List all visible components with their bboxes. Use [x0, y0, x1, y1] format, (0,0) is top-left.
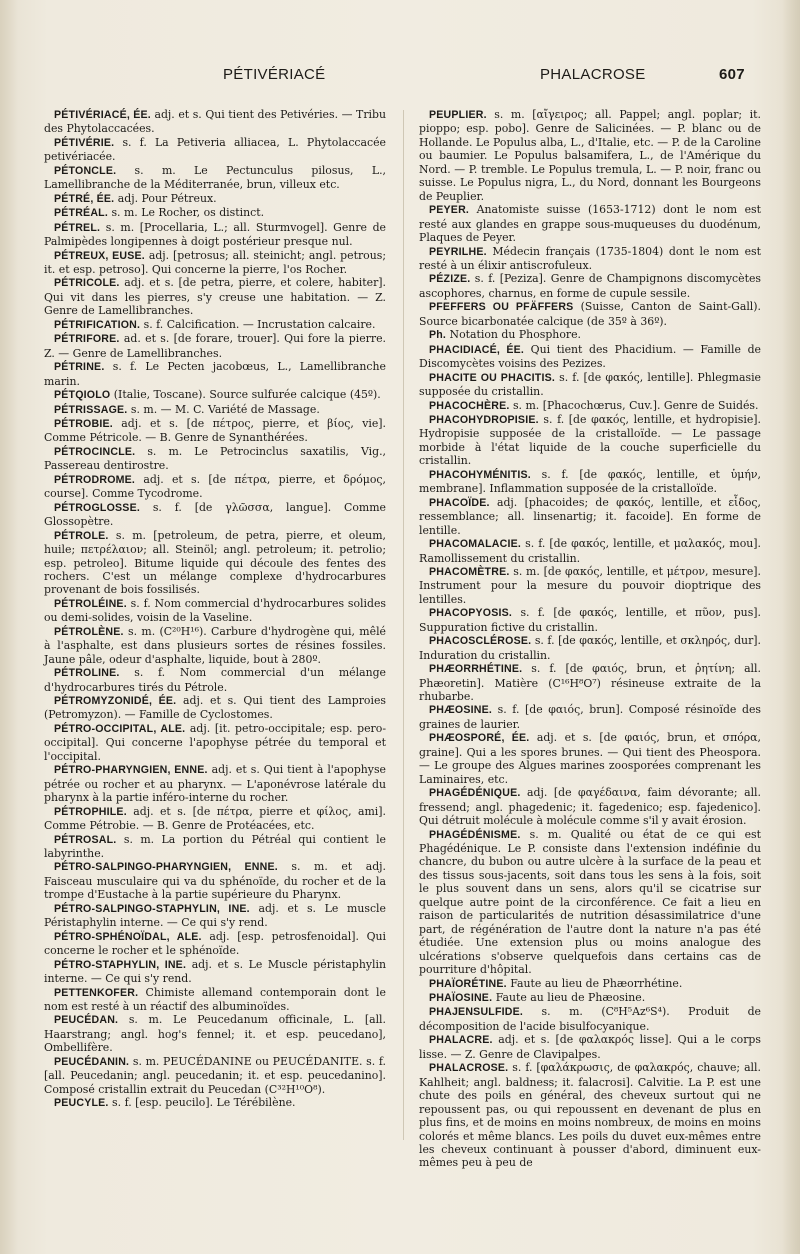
dictionary-entry — [44, 164, 386, 192]
entry-headword: PHALACROSE. — [429, 1062, 509, 1075]
entry-definition: adj. et s. [de πέτρα, pierre, et δρόμος, course]. Comme Tycodrome. — [44, 472, 386, 501]
entry-definition: adj. et s. [de petra, pierre, et colere, habiter]. Qui vit dans les pierres, s'y creuse une habitation. — Z. Genre de Lamellibranches. — [44, 276, 386, 318]
dictionary-entry — [419, 731, 761, 786]
entry-definition: Faute au lieu de Phæorrhétine. — [506, 976, 683, 990]
entry-headword: PHÆOSINE. — [429, 704, 493, 717]
entry-definition: adj. et s. Qui tient à l'apophyse pétrée ou rocher et au pharynx. — L'aponévrose latérale du pharynx à la partie inféro-interne du rocher. — [44, 763, 386, 805]
entry-headword: PEUCÉDANIN. — [54, 1055, 130, 1068]
entry-definition: adj. et s. Le muscle Péristaphylin interne. — Ce qui s'y rend. — [44, 901, 386, 930]
dictionary-entry — [419, 272, 761, 300]
dictionary-entry — [44, 388, 386, 402]
dictionary-entry — [44, 332, 386, 360]
entry-headword: PÉTONCLE. — [54, 164, 117, 177]
entry-definition: (Italie, Toscane). Source sulfurée calcique (45º). — [110, 388, 381, 402]
entry-headword: PÉTROLÈNE. — [54, 625, 124, 638]
entry-definition: s. m. [petroleum, de petra, pierre, et oleum, huile; πετρέλαιον; all. Steinöl; angl. petroleum; it. petrolio; esp. petroleo]. Bitume liquide qui découle des fentes des rochers. C'est un mélange complexe d'hydrocarbures provenant de bois fossilisés. — [44, 528, 386, 597]
dictionary-entry — [419, 662, 761, 703]
dictionary-entry — [419, 1061, 761, 1170]
page-number: 607 — [719, 66, 745, 83]
dictionary-entry — [419, 565, 761, 606]
dictionary-entry — [419, 828, 761, 977]
dictionary-entry — [44, 1096, 386, 1110]
dictionary-entry — [44, 403, 386, 417]
entry-headword: PÉZIZE. — [429, 273, 471, 286]
dictionary-entry — [44, 501, 386, 529]
entry-headword: PÉTRODROME. — [54, 473, 136, 486]
entry-definition: s. f. [esp. peucilo]. Le Térébilène. — [108, 1096, 296, 1110]
entry-headword: PÉTRINE. — [54, 361, 105, 374]
entry-headword: PHAGÉDÉNISME. — [429, 828, 521, 841]
entry-definition: Notation du Phosphore. — [446, 328, 581, 342]
entry-headword: PÉTRISSAGE. — [54, 403, 128, 416]
entry-definition: s. m. [de φακός, lentille, et μέτρον, mesure]. Instrument pour la mesure du pouvoir dioptrique des lentilles. — [419, 564, 761, 606]
entry-definition: s. m. PEUCÉDANINE ou PEUCÉDANITE. s. f. [all. Peucedanin; angl. peucedanin; it. et esp. peucedanino]. Composé cristallin extrait du Peucedan (C³²H¹⁰O⁸). — [44, 1054, 386, 1096]
dictionary-entry — [419, 371, 761, 399]
dictionary-entry — [419, 1005, 761, 1033]
entry-headword: PÉTROMYZONIDÉ, ÉE. — [54, 695, 177, 708]
dictionary-entry — [419, 468, 761, 496]
dictionary-entry — [44, 445, 386, 473]
entry-definition: adj. et s. [de φαλακρός lisse]. Qui a le corps lisse. — Z. Genre de Clavipalpes. — [419, 1033, 761, 1061]
entry-definition: s. f. Le Pecten jacobœus, L., Lamellibranche marin. — [44, 360, 386, 388]
entry-headword: PÉTROGLOSSE. — [54, 501, 140, 514]
entry-headword: PHACOCHÈRE. — [429, 399, 510, 412]
entry-headword: PHACOÏDE. — [429, 496, 490, 509]
entry-definition: adj. et s. Le Muscle péristaphylin interne. — Ce qui s'y rend. — [44, 957, 386, 986]
entry-definition: s. m. [Phacochœrus, Cuv.]. Genre de Suidés. — [509, 398, 759, 412]
dictionary-entry — [419, 606, 761, 634]
entry-headword: PÉTRIFICATION. — [54, 318, 141, 331]
dictionary-entry — [419, 343, 761, 371]
entry-definition: ad. et s. [de forare, trouer]. Qui fore la pierre. Z. — Genre de Lamellibranches. — [44, 332, 386, 360]
running-header — [0, 66, 800, 90]
entry-headword: PÉTRÉAL. — [54, 207, 108, 220]
entry-headword: PHACOMÈTRE. — [429, 565, 510, 578]
entry-definition: Médecin français (1735-1804) dont le nom est resté à un élixir antiscrofuleux. — [419, 244, 761, 272]
entry-definition: s. m. et adj. Faisceau musculaire qui va du sphénoïde, du rocher et de la trompe d'Eustache à la partie supérieure du Pharynx. — [44, 860, 387, 902]
dictionary-entry — [44, 1055, 386, 1096]
entry-definition: s. m. (C⁸H⁵Az⁶S⁴). Produit de décomposition de l'acide bisulfocyanique. — [419, 1005, 761, 1033]
entry-definition: adj. et s. [de πέτρα, pierre et φίλος, ami]. Comme Pétrobie. — B. Genre de Protéacées, etc. — [44, 804, 386, 833]
dictionary-entry — [44, 417, 386, 445]
entry-headword: PÉTRICOLE. — [54, 277, 120, 290]
entry-headword: PÉTRO-SALPINGO-PHARYNGIEN, ENNE. — [54, 861, 278, 874]
entry-definition: s. m. Le Petrocinclus saxatilis, Vig., Passereau dentirostre. — [44, 444, 386, 473]
entry-headword: PHACOPYOSIS. — [429, 607, 513, 620]
entry-definition: s. f. [Peziza]. Genre de Champignons discomycètes ascophores, charnus, en forme de cupule sessile. — [419, 272, 761, 300]
page-shadow-right — [782, 0, 800, 1254]
entry-headword: PHACITE OU PHACITIS. — [429, 371, 555, 384]
entry-headword: PÉTRO-SALPINGO-STAPHYLIN, INE. — [54, 902, 250, 915]
entry-definition: s. m. (C²⁰H¹⁶). Carbure d'hydrogène qui, mêlé à l'asphalte, est dans plusieurs sortes de résines fossiles. Jaune pâle, odeur d'asphalte, liquide, bout à 280º. — [44, 624, 386, 666]
dictionary-entry — [419, 991, 761, 1005]
entry-definition: s. f. [de φαιός, brun, et ῥητίνη; all. Phæoretin]. Matière (C¹⁶H⁸O⁷) résineuse extraite de la rhubarbe. — [419, 662, 761, 704]
dictionary-entry — [44, 763, 386, 804]
entry-definition: adj. [phacoides; de φακός, lentille, et εἶδος, ressemblance; all. linsenartig; it. facoide]. En forme de lentille. — [419, 495, 761, 537]
dictionary-entry — [44, 625, 386, 666]
header-left-title: PÉTIVÉRIACÉ — [223, 66, 326, 83]
entry-headword: PHACOHYDROPISIE. — [429, 413, 539, 426]
entry-headword: PÉTRIFORE. — [54, 333, 120, 346]
entry-definition: adj. [de φαγέδαινα, faim dévorante; all. fressend; angl. phagedenic; it. fagedenico; esp. fajedenico]. Qui détruit molécule à molécule comme s'il y avait érosion. — [419, 786, 761, 828]
dictionary-entry — [44, 902, 386, 930]
dictionary-entry — [419, 108, 761, 203]
dictionary-entry — [44, 722, 386, 763]
entry-headword: PEUCÉDAN. — [54, 1014, 119, 1027]
entry-definition: s. f. [de γλῶσσα, langue]. Comme Glossopètre. — [44, 500, 386, 529]
entry-headword: PEUCYLE. — [54, 1097, 109, 1110]
dictionary-entry — [44, 805, 386, 833]
entry-definition: adj. et s. Qui tient des Petivéries. — Tribu des Phytolaccacées. — [44, 108, 386, 136]
entry-definition: s. m. Le Rocher, os distinct. — [107, 206, 265, 220]
dictionary-entry — [44, 360, 386, 388]
entry-headword: PÉTRO-OCCIPITAL, ALE. — [54, 722, 186, 735]
entry-headword: PÉTRO-PHARYNGIEN, ENNE. — [54, 764, 208, 777]
entry-definition: s. m. Le Peucedanum officinale, L. [all. Haarstrang; angl. hog's fennel; it. et esp. peucedano], Ombellifère. — [44, 1013, 386, 1055]
dictionary-entry — [44, 529, 386, 597]
entry-headword: PFEFFERS OU PFÄFFERS — [429, 301, 574, 314]
entry-definition: s. f. [de φακός, lentille, et σκληρός, dur]. Induration du cristallin. — [419, 634, 761, 662]
entry-definition: s. f. [de φαιός, brun]. Composé résinoïde des graines de laurier. — [419, 703, 761, 731]
entry-definition: adj. et s. [de φαιός, brun, et σπόρα, graine]. Qui a les spores brunes. — Qui tient des Pheospora. — Le groupe des Algues marines zoosporées comprenant les Laminaires, etc. — [419, 731, 761, 786]
dictionary-entry — [44, 958, 386, 986]
entry-headword: PÉTROLINE. — [54, 667, 120, 680]
dictionary-entry — [419, 496, 761, 537]
entry-definition: adj. Pour Pétreux. — [114, 191, 217, 205]
dictionary-entry — [44, 930, 386, 958]
entry-definition: s. f. [de φακός, lentille]. Phlegmasie supposée du cristallin. — [419, 370, 761, 399]
dictionary-entry — [44, 860, 386, 901]
dictionary-entry — [44, 666, 386, 694]
right-column — [419, 108, 761, 1170]
entry-definition: s. f. [φαλάκρωσις, de φαλακρός, chauve; all. Kahlheit; angl. baldness; it. falacrosi]. Calvitie. La P. est une chute des poils en général, des cheveux surtout qui ne repoussent pas, ou qui repoussent en devenant de plus en plus fins, et de moins en moins nombreux, de moins en moins colorés et même blancs. Les poils du duvet eux-mêmes entre les cheveux continuant à pousser d'abord, diminuent eux-mêmes peu à peu de — [419, 1061, 761, 1170]
entry-definition: (Suisse, Canton de Saint-Gall). Source bicarbonatée calcique (de 35º à 36º). — [419, 300, 761, 328]
entry-definition: s. m. Le Pectunculus pilosus, L., Lamellibranche de la Méditerranée, brun, villeux etc. — [44, 163, 386, 192]
entry-headword: PÉTIVÉRIE. — [54, 136, 115, 149]
entry-headword: PHACOSCLÉROSE. — [429, 635, 532, 648]
entry-headword: PÉTQIOLO — [54, 389, 111, 402]
entry-definition: s. f. Nom commercial d'hydrocarbures solides ou demi-solides, voisin de la Vaseline. — [44, 596, 386, 625]
dictionary-entry — [44, 597, 386, 625]
entry-headword: PHALACRE. — [429, 1034, 493, 1047]
entry-headword: PHAÏORÉTINE. — [429, 977, 507, 990]
entry-definition: adj. et s. Qui tient des Lamproies (Petromyzon). — Famille de Cyclostomes. — [44, 694, 387, 722]
dictionary-entry — [419, 537, 761, 565]
entry-definition: s. m. Qualité ou état de ce qui est Phagédénique. Le P. consiste dans l'extension indéfinie du chancre, du bubon ou autre ulcère à la surface de la peau et des tissus sous-jacents, soit dans tous les sens à la fois, soit le plus souvent dans un sens, alors qu'il se cicatrise sur quelque autre point de la circonférence. Ce fait a lieu en raison de particularités de nutrition désassimilatrice d'une part, de régénération de l'autre dont la nature n'a pas été étudiée. Une extension plus ou moins analogue des ulcérations s'observe quelquefois dans certains cas de pourriture d'hôpital. — [419, 827, 761, 977]
dictionary-entry — [44, 694, 386, 722]
entry-headword: PÉTROPHILE. — [54, 805, 127, 818]
dictionary-entry — [419, 413, 761, 468]
dictionary-entry — [44, 1013, 386, 1054]
entry-headword: PÉTROLE. — [54, 529, 109, 542]
entry-definition: Anatomiste suisse (1653-1712) dont le nom est resté aux glandes en grappe sous-muqueuses du duodénum, Plaques de Peyer. — [419, 203, 761, 245]
dictionary-entry — [44, 276, 386, 317]
dictionary-entry — [419, 328, 761, 342]
entry-headword: PÉTROCINCLE. — [54, 445, 136, 458]
entry-definition: s. f. [de φακός, lentille, et hydropisie]. Hydropisie supposée de la cristalloïde. — Le passage morbide à l'état liquide de la couche superficielle du cristallin. — [419, 412, 761, 468]
dictionary-entry — [44, 136, 386, 164]
dictionary-entry — [44, 221, 386, 249]
entry-headword: PEUPLIER. — [429, 109, 487, 121]
entry-headword: PÉTREL. — [54, 221, 101, 234]
left-column — [44, 108, 386, 1111]
entry-definition: s. f. [de φακός, lentille, et μαλακός, mou]. Ramollissement du cristallin. — [419, 537, 761, 565]
page-shadow-left — [0, 0, 18, 1254]
entry-headword: PETTENKOFER. — [54, 986, 139, 999]
dictionary-entry — [44, 192, 386, 206]
entry-definition: Qui tient des Phacidium. — Famille de Discomycètes voisins des Pezizes. — [419, 342, 761, 371]
entry-headword: PÉTRO-SPHÉNOÏDAL, ALE. — [54, 930, 202, 943]
entry-definition: s. f. La Petiveria alliacea, L. Phytolaccacée petivériacée. — [44, 135, 386, 164]
entry-headword: PÉTROBIE. — [54, 417, 113, 430]
entry-definition: s. f. Nom commercial d'un mélange d'hydrocarbures tirés du Pétrole. — [44, 666, 386, 694]
entry-definition: adj. [it. petro-occipitale; esp. pero-occipital]. Qui concerne l'apophyse pétrée du temporal et l'occipital. — [44, 721, 386, 763]
dictionary-entry — [44, 206, 386, 220]
header-right-title: PHALACROSE — [540, 66, 646, 83]
entry-headword: PHÆORRHÉTINE. — [429, 663, 523, 676]
entry-definition: s. m. — M. C. Variété de Massage. — [127, 402, 320, 416]
dictionary-entry — [419, 203, 761, 244]
entry-definition: adj. et s. [de πέτρος, pierre, et βίος, vie]. Comme Pétricole. — B. Genre de Synanthérées. — [44, 416, 386, 445]
column-divider — [403, 110, 404, 1140]
entry-headword: PÉTROLÉINE. — [54, 597, 127, 610]
dictionary-entry — [419, 245, 761, 273]
entry-headword: PHAGÉDÉNIQUE. — [429, 787, 521, 800]
entry-definition: adj. [petrosus; all. steinicht; angl. petrous; it. et esp. petroso]. Qui concerne la pierre, l'os Rocher. — [44, 248, 386, 276]
entry-definition: adj. [esp. petrosfenoidal]. Qui concerne le rocher et le sphénoïde. — [44, 929, 387, 958]
dictionary-entry — [44, 986, 386, 1014]
dictionary-entry — [419, 300, 761, 328]
dictionary-entry — [44, 473, 386, 501]
entry-headword: PHAÏOSINE. — [429, 992, 493, 1004]
dictionary-entry — [419, 399, 761, 413]
entry-headword: PHACOHYMÉNITIS. — [429, 468, 531, 481]
entry-headword: PHÆOSPORÉ, ÉE. — [429, 732, 530, 745]
entry-headword: PHAJENSULFIDE. — [429, 1006, 524, 1019]
entry-definition: Faute au lieu de Phæosine. — [492, 991, 646, 1004]
dictionary-entry — [44, 108, 386, 136]
entry-definition: s. m. [αἴγειρος; all. Pappel; angl. poplar; it. pioppo; esp. pobo]. Genre de Salicinées. — P. blanc ou de Hollande. Le Populus alba, L., d'Italie, etc. — P. de la Caroline ou baumier. Le Populus balsamifera, L., de l'Amérique du Nord. — P. tremble. Le Populus tremula, L. — P. noir, franc ou suisse. Le Populus nigra, L., du Nord, donnant les Bourgeons de Peuplier. — [419, 108, 762, 203]
entry-definition: Chimiste allemand contemporain dont le nom est resté à un réactif des albuminoïdes. — [44, 985, 386, 1013]
entry-headword: PÉTROSAL. — [54, 833, 117, 846]
dictionary-entry — [419, 703, 761, 731]
entry-headword: PÉTRÉ, ÉE. — [54, 192, 115, 205]
entry-headword: PEYRILHE. — [429, 245, 487, 258]
entry-headword: PHACIDIACÉ, ÉE. — [429, 343, 525, 356]
dictionary-entry — [44, 833, 386, 861]
entry-headword: PÉTRO-STAPHYLIN, INE. — [54, 958, 187, 971]
entry-definition: s. m. La portion du Pétréal qui contient le labyrinthe. — [44, 832, 386, 861]
dictionary-entry — [44, 249, 386, 277]
entry-definition: s. f. [de φακός, lentille, et ὑμήν, membrane]. Inflammation supposée de la cristalloïde. — [419, 467, 761, 496]
entry-headword: PÉTIVÉRIACÉ, ÉE. — [54, 109, 151, 121]
dictionary-entry — [419, 786, 761, 827]
dictionary-entry — [419, 977, 761, 991]
dictionary-entry — [419, 634, 761, 662]
entry-headword: PÉTREUX, EUSE. — [54, 249, 145, 262]
dictionary-entry — [419, 1033, 761, 1061]
entry-headword: PHACOMALACIE. — [429, 538, 522, 551]
entry-headword: PEYER. — [429, 204, 470, 217]
dictionary-entry — [44, 318, 386, 332]
entry-definition: s. m. [Procellaria, L.; all. Sturmvogel]. Genre de Palmipèdes longipennes à doigt postérieur presque nul. — [44, 220, 386, 249]
entry-definition: s. f. Calcification. — Incrustation calcaire. — [140, 317, 376, 331]
entry-definition: s. f. [de φακός, lentille, et πῦον, pus]. Suppuration fictive du cristallin. — [419, 606, 761, 634]
entry-headword: Ph. — [429, 329, 447, 342]
